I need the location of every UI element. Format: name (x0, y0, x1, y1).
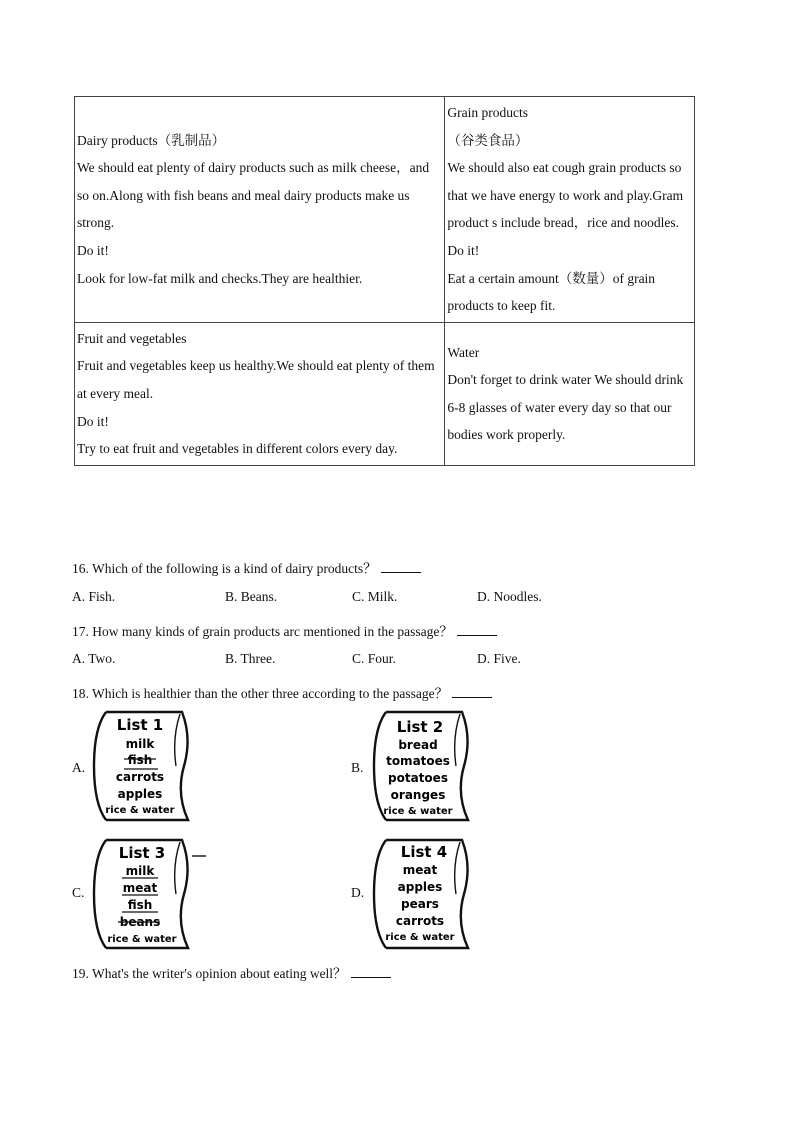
water-title: Water (447, 344, 480, 360)
answer-blank[interactable] (457, 623, 497, 636)
q16-option-b[interactable]: B. Beans. (225, 589, 278, 604)
answer-blank[interactable] (351, 965, 391, 978)
list-3-item: beans (119, 915, 161, 929)
list-2-item: bread (398, 738, 438, 752)
dairy-tip: Look for low-fat milk and checks.They are healthier. (77, 270, 363, 286)
list-3-item: meat (122, 881, 158, 895)
list-3-scroll (88, 834, 208, 952)
answer-blank[interactable] (452, 685, 492, 698)
list-4-item: meat (402, 863, 438, 877)
dairy-cell (75, 97, 445, 323)
q18-option-d[interactable]: D. (351, 885, 365, 900)
question-19 (72, 962, 391, 982)
fruit-cell (75, 322, 445, 465)
q16-option-a[interactable]: A. Fish. (72, 589, 116, 604)
grain-tip: Eat a certain amount（数量）of grain products to keep fit. (447, 270, 656, 314)
answer-blank[interactable] (381, 560, 421, 573)
dairy-do-it: Do it! (77, 242, 109, 258)
question-19-text: 19. What's the writer's opinion about eating well？ (72, 966, 347, 981)
list-4-title: List 4 (400, 843, 448, 861)
list-3-item: fish (127, 898, 153, 912)
list-4-scroll (368, 834, 478, 952)
list-2-item: potatoes (388, 771, 448, 785)
question-18-text: 18. Which is healthier than the other three according to the passage？ (72, 686, 449, 701)
list-1-item: fish (127, 753, 153, 767)
list-2-last: rice & water (383, 806, 453, 817)
list-1-scroll (88, 708, 198, 824)
list-3-item: milk (125, 864, 155, 878)
q17-option-d[interactable]: D. Five. (477, 651, 521, 666)
question-16 (72, 557, 421, 577)
question-16-text: 16. Which of the following is a kind of dairy products？ (72, 561, 377, 576)
list-2-item: oranges (390, 788, 446, 802)
q18-option-c[interactable]: C. (72, 885, 85, 900)
question-18 (72, 682, 492, 702)
q17-option-c[interactable]: C. Four. (352, 651, 396, 666)
list-3-title: List 3 (118, 844, 166, 862)
list-3-last: rice & water (107, 934, 177, 945)
question-17 (72, 620, 497, 640)
q18-option-a[interactable]: A. (72, 760, 86, 775)
fruit-tip: Try to eat fruit and vegetables in different colors every day. (77, 441, 398, 457)
list-2-item: tomatoes (386, 754, 450, 768)
q17-option-a[interactable]: A. Two. (72, 651, 116, 666)
grain-body: We should also eat cough grain products so that we have energy to work and play.Gram product s include bread，rice and noodles. (447, 160, 684, 231)
list-1-title: List 1 (116, 716, 164, 734)
list-4-item: pears (401, 897, 439, 911)
fruit-do-it: Do it! (77, 413, 109, 429)
list-4-item: carrots (395, 914, 445, 928)
list-1-item: apples (117, 787, 163, 801)
list-2-title: List 2 (396, 718, 444, 736)
grain-cell (445, 97, 695, 323)
list-1-item: carrots (115, 770, 165, 784)
q16-option-d[interactable]: D. Noodles. (477, 589, 542, 604)
grain-do-it: Do it! (447, 242, 480, 258)
food-groups-table (74, 96, 695, 466)
dairy-body: We should eat plenty of dairy products such as milk cheese，and so on.Along with fish beans and meal dairy products make us strong. (77, 160, 430, 231)
dairy-title: Dairy products（乳制品） (77, 132, 226, 148)
question-17-text: 17. How many kinds of grain products arc mentioned in the passage？ (72, 624, 453, 639)
fruit-title: Fruit and vegetables (77, 330, 187, 346)
water-cell (445, 322, 695, 465)
list-2-scroll (368, 708, 478, 824)
water-body: Don't forget to drink water We should drink 6-8 glasses of water every day so that our bodies work properly. (447, 372, 684, 443)
q17-option-b[interactable]: B. Three. (225, 651, 276, 666)
list-1-last: rice & water (105, 805, 175, 816)
grain-title: Grain products (447, 105, 528, 120)
fruit-body: Fruit and vegetables keep us healthy.We should eat plenty of them at every meal. (77, 358, 435, 401)
grain-subtitle: （谷类食品） (447, 132, 529, 148)
list-4-last: rice & water (385, 932, 455, 943)
list-4-item: apples (397, 880, 443, 894)
q18-option-b[interactable]: B. (351, 760, 364, 775)
list-1-item: milk (125, 737, 155, 751)
q16-option-c[interactable]: C. Milk. (352, 589, 398, 604)
